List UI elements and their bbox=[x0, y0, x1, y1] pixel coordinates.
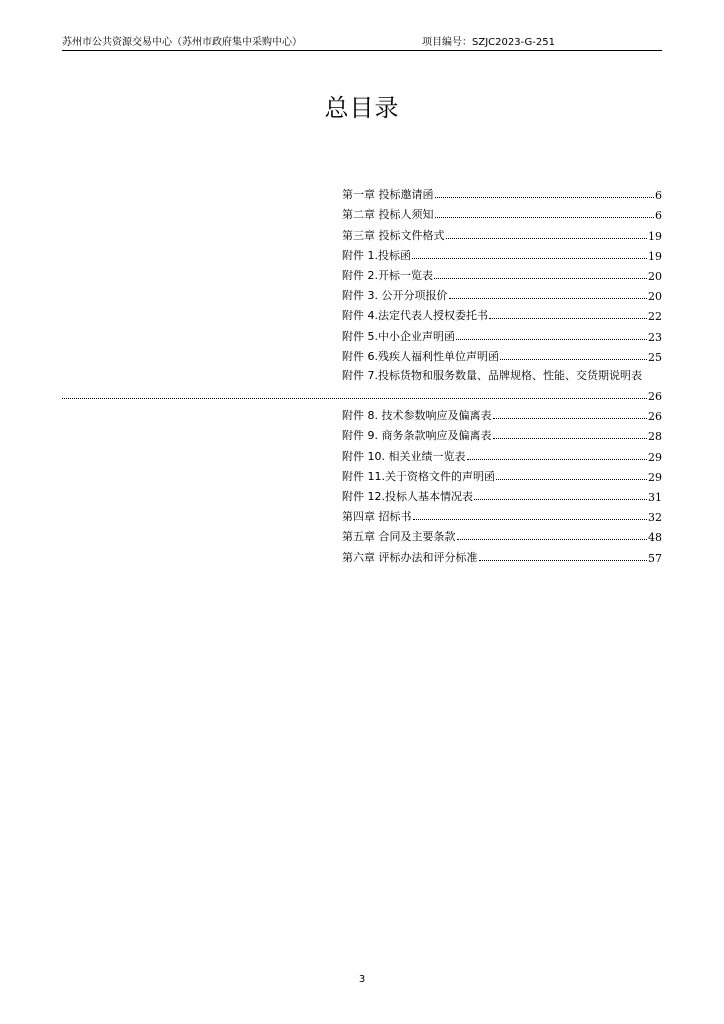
toc-leader-dots bbox=[412, 258, 647, 259]
toc-leader-dots bbox=[479, 560, 648, 561]
toc-entry-page: 31 bbox=[648, 490, 662, 504]
toc-entry-page: 20 bbox=[648, 290, 662, 304]
toc-entry-label: 第一章 投标邀请函 bbox=[342, 188, 434, 202]
toc-entry-page: 29 bbox=[648, 470, 662, 484]
toc-entry[interactable] bbox=[342, 303, 662, 323]
toc-entry[interactable] bbox=[342, 524, 662, 544]
toc-entry-page: 29 bbox=[648, 450, 662, 464]
toc-entry[interactable] bbox=[342, 423, 662, 443]
toc-entry-label: 第六章 评标办法和评分标准 bbox=[342, 550, 478, 564]
toc-entry[interactable] bbox=[342, 403, 662, 423]
toc-entry[interactable] bbox=[342, 504, 662, 524]
toc-entry-label: 附件 4.法定代表人授权委托书 bbox=[342, 309, 488, 323]
toc-entry-label: 第四章 招标书 bbox=[342, 510, 412, 524]
toc-entry-page: 19 bbox=[648, 229, 662, 243]
header-organization: 苏州市公共资源交易中心（苏州市政府集中采购中心） bbox=[62, 37, 302, 48]
toc-leader-dots bbox=[474, 499, 647, 500]
toc-entry-page: 6 bbox=[655, 209, 662, 223]
toc-entry[interactable] bbox=[342, 323, 662, 343]
toc-leader-dots bbox=[446, 238, 648, 239]
toc-entry[interactable] bbox=[342, 283, 662, 303]
toc-entry[interactable] bbox=[342, 544, 662, 564]
toc-leader-dots bbox=[435, 197, 655, 198]
toc-entry-label: 附件 11.关于资格文件的声明函 bbox=[342, 469, 495, 483]
toc-upper bbox=[342, 182, 662, 364]
toc-entry-page: 26 bbox=[648, 390, 662, 403]
toc-entry-page: 20 bbox=[648, 269, 662, 283]
page-header bbox=[62, 36, 662, 51]
toc-entry-label: 附件 5.中小企业声明函 bbox=[342, 329, 455, 343]
toc-entry-label: 第三章 投标文件格式 bbox=[342, 228, 445, 242]
toc-entry[interactable] bbox=[342, 263, 662, 283]
header-project-number: 项目编号：SZJC2023-G-251 bbox=[422, 37, 555, 48]
toc-entry-label: 附件 1.投标函 bbox=[342, 248, 411, 262]
toc-entry-wrapped-continuation[interactable] bbox=[62, 383, 662, 403]
toc-entry[interactable] bbox=[342, 182, 662, 202]
toc-entry-wrapped-first-line[interactable] bbox=[342, 363, 662, 383]
toc-entry-page: 48 bbox=[648, 531, 662, 545]
toc-leader-dots bbox=[467, 459, 648, 460]
toc-entry-label: 第二章 投标人须知 bbox=[342, 208, 434, 222]
toc-leader-dots bbox=[449, 298, 648, 299]
toc-entry[interactable] bbox=[342, 464, 662, 484]
toc-entry-label: 附件 8. 技术参数响应及偏离表 bbox=[342, 409, 492, 423]
toc-entry[interactable] bbox=[342, 202, 662, 222]
toc-entry-label: 附件 12.投标人基本情况表 bbox=[342, 489, 473, 503]
toc-leader-dots bbox=[493, 418, 648, 419]
toc-leader-dots bbox=[413, 519, 648, 520]
toc-entry-page: 28 bbox=[648, 430, 662, 444]
toc-entry[interactable] bbox=[342, 222, 662, 242]
toc-entry-label: 附件 3. 公开分项报价 bbox=[342, 289, 448, 303]
toc-leader-dots bbox=[496, 479, 647, 480]
toc-leader-dots bbox=[435, 217, 655, 218]
toc-entry-label: 附件 9. 商务条款响应及偏离表 bbox=[342, 429, 492, 443]
toc-entry-label: 第五章 合同及主要条款 bbox=[342, 530, 456, 544]
toc-entry-label: 附件 10. 相关业绩一览表 bbox=[342, 449, 466, 463]
toc-entry-label: 附件 6.残疾人福利性单位声明函 bbox=[342, 349, 499, 363]
toc-entry-label: 附件 7.投标货物和服务数量、品牌规格、性能、交货期说明表 bbox=[342, 369, 642, 382]
toc-entry[interactable] bbox=[342, 443, 662, 463]
toc-entry[interactable] bbox=[342, 484, 662, 504]
toc-entry-page: 19 bbox=[648, 249, 662, 263]
toc-entry-page: 25 bbox=[648, 350, 662, 364]
toc-entry-label: 附件 2.开标一览表 bbox=[342, 268, 433, 282]
toc-entry-page: 32 bbox=[648, 511, 662, 525]
toc-leader-dots bbox=[500, 359, 647, 360]
toc-leader-dots bbox=[456, 339, 647, 340]
toc-entry[interactable] bbox=[342, 243, 662, 263]
toc-entry-page: 26 bbox=[648, 410, 662, 424]
toc-lower bbox=[342, 403, 662, 565]
toc-leader-dots bbox=[434, 278, 647, 279]
toc-leader-dots bbox=[457, 539, 648, 540]
page-number: 3 bbox=[358, 974, 366, 985]
toc-leader-dots bbox=[493, 438, 648, 439]
toc-entry-page: 57 bbox=[648, 551, 662, 565]
toc-leader-dots bbox=[62, 398, 647, 399]
toc-entry-page: 23 bbox=[648, 330, 662, 344]
toc-leader-dots bbox=[489, 318, 647, 319]
page-title: 总目录 bbox=[324, 94, 400, 122]
toc-entry-page: 22 bbox=[648, 310, 662, 324]
toc-entry[interactable] bbox=[342, 344, 662, 364]
toc-entry-page: 6 bbox=[655, 189, 662, 203]
